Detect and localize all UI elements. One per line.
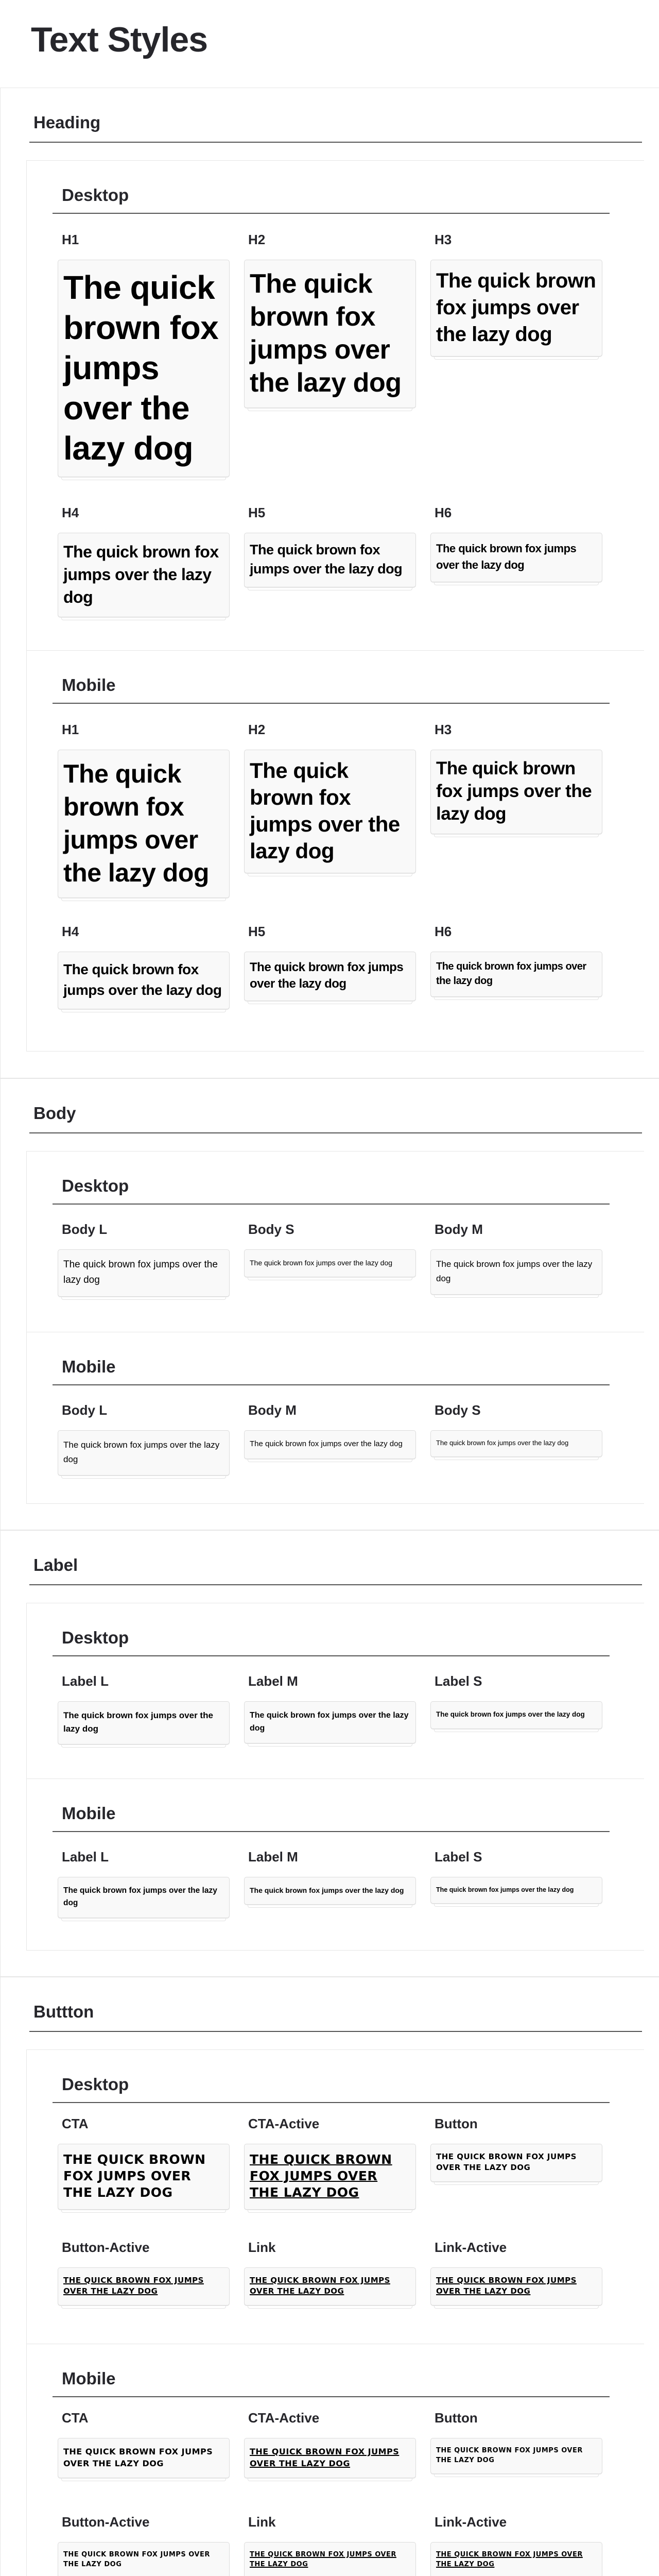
style-body-m [430, 1222, 602, 1295]
sample-card [244, 1877, 416, 1905]
sample-card [58, 750, 230, 898]
sample-card [430, 1877, 602, 1904]
sample-text: THE QUICK BROWN FOX JUMPS OVER THE LAZY DOG [250, 2276, 390, 2296]
sample-card [430, 1430, 602, 1457]
style-label: Label M [248, 1673, 298, 1689]
sample-card [244, 952, 416, 1001]
divider [53, 1204, 610, 1205]
style-cta [58, 2116, 230, 2210]
divider [53, 2396, 610, 2397]
divider [29, 2031, 642, 2032]
style-h1 [58, 722, 230, 898]
sample-text: The quick brown fox jumps over the lazy dog [63, 759, 209, 887]
style-label: Label S [435, 1849, 482, 1865]
style-h4 [58, 924, 230, 1009]
divider [53, 703, 610, 704]
style-label: H5 [248, 924, 266, 939]
sample-card [58, 952, 230, 1009]
sample-text: The quick brown fox jumps over the lazy dog [250, 269, 402, 398]
style-button-active [58, 2514, 230, 2576]
sample-text: The quick brown fox jumps over the lazy dog [63, 1710, 213, 1734]
style-label-l [58, 1673, 230, 1744]
divider [29, 1132, 642, 1133]
style-h2 [244, 722, 416, 873]
sample-text: THE QUICK BROWN FOX JUMPS OVER THE LAZY DOG [63, 2447, 213, 2468]
sample-card [430, 2438, 602, 2474]
label-desktop [27, 1603, 644, 1778]
sample-card [430, 1249, 602, 1295]
style-link-active [430, 2240, 602, 2306]
style-label: CTA [62, 2410, 89, 2426]
style-link-active [430, 2514, 602, 2576]
sample-card [430, 2542, 602, 2576]
style-label: Button-Active [62, 2240, 150, 2255]
sample-text: The quick brown fox jumps over the lazy dog [250, 1259, 393, 1267]
heading-desktop-title: Desktop [62, 185, 129, 205]
body-mobile [27, 1332, 644, 1504]
divider [29, 142, 642, 143]
sample-card [244, 750, 416, 873]
sample-card [244, 1701, 416, 1743]
sample-card [244, 2267, 416, 2306]
sample-card [430, 2267, 602, 2306]
sample-card [58, 2542, 230, 2576]
label-desktop-title: Desktop [62, 1628, 129, 1647]
sample-text: THE QUICK BROWN FOX JUMPS OVER THE LAZY DOG [63, 2152, 206, 2200]
style-label: CTA-Active [248, 2116, 320, 2131]
heading-desktop [27, 161, 644, 650]
sample-text: The quick brown fox jumps over the lazy dog [250, 1439, 403, 1448]
style-button [430, 2116, 602, 2182]
style-link [244, 2514, 416, 2576]
button-desktop-title: Desktop [62, 2075, 129, 2094]
style-h6 [430, 924, 602, 997]
sample-text: The quick brown fox jumps over the lazy dog [436, 1439, 569, 1447]
style-label: Body S [435, 1402, 481, 1418]
button-mobile-title: Mobile [62, 2369, 116, 2388]
sample-text: THE QUICK BROWN FOX JUMPS OVER THE LAZY DOG [63, 2551, 210, 2568]
style-label: Button [435, 2116, 478, 2131]
sample-card [244, 1249, 416, 1277]
divider [53, 1655, 610, 1656]
sample-card [244, 2144, 416, 2210]
sample-card [58, 2144, 230, 2210]
style-label: H6 [435, 924, 452, 939]
sample-text: The quick brown fox jumps over the lazy dog [436, 1886, 574, 1893]
style-label: H3 [435, 232, 452, 247]
sample-card [58, 260, 230, 477]
style-button [430, 2410, 602, 2474]
sample-text: THE QUICK BROWN FOX JUMPS OVER THE LAZY DOG [250, 2447, 400, 2468]
style-label: Label L [62, 1849, 109, 1865]
style-label: Link [248, 2240, 276, 2255]
style-button-active [58, 2240, 230, 2306]
style-label: Label M [248, 1849, 298, 1865]
style-label: Body M [248, 1402, 297, 1418]
style-label: CTA [62, 2116, 89, 2131]
sample-text: The quick brown fox jumps over the lazy dog [436, 542, 577, 571]
style-cta [58, 2410, 230, 2478]
style-h4 [58, 505, 230, 617]
sample-card [430, 533, 602, 582]
sample-text: The quick brown fox jumps over the lazy dog [250, 960, 404, 991]
sample-card [244, 1430, 416, 1459]
label-section-title: Label [33, 1555, 78, 1574]
page-title: Text Styles [31, 20, 208, 59]
style-label: Label S [435, 1673, 482, 1689]
sample-text: The quick brown fox jumps over the lazy dog [436, 269, 596, 346]
sample-card [244, 2438, 416, 2478]
style-cta-active [244, 2410, 416, 2478]
sample-text: The quick brown fox jumps over the lazy dog [63, 1440, 220, 1464]
sample-card [244, 533, 416, 587]
sample-card [244, 260, 416, 408]
label-mobile-title: Mobile [62, 1804, 116, 1823]
sample-card [58, 1430, 230, 1476]
divider [29, 1584, 642, 1585]
style-label-m [244, 1849, 416, 1905]
heading-section-title: Heading [33, 113, 101, 132]
style-body-m [244, 1402, 416, 1459]
style-label: H1 [62, 722, 79, 737]
style-label: Body L [62, 1402, 108, 1418]
button-section-title: Buttton [33, 2002, 94, 2021]
body-panel [26, 1151, 644, 1504]
body-desktop [27, 1151, 644, 1332]
style-label: Body L [62, 1222, 108, 1237]
sample-text: The quick brown fox jumps over the lazy dog [436, 961, 586, 987]
sample-text: The quick brown fox jumps over the lazy dog [436, 1710, 585, 1718]
button-panel [26, 2049, 644, 2576]
sample-text: THE QUICK BROWN FOX JUMPS OVER THE LAZY DOG [436, 2152, 577, 2172]
label-section [0, 1530, 659, 1977]
style-label: Link-Active [435, 2240, 507, 2255]
style-cta-active [244, 2116, 416, 2210]
sample-text: THE QUICK BROWN FOX JUMPS OVER THE LAZY DOG [436, 2551, 583, 2568]
style-label: H4 [62, 505, 79, 520]
heading-panel [26, 160, 644, 1052]
style-h1 [58, 232, 230, 477]
sample-text: The quick brown fox jumps over the lazy dog [63, 1886, 217, 1907]
style-label: H3 [435, 722, 452, 737]
sample-text: The quick brown fox jumps over the lazy dog [63, 1259, 218, 1285]
sample-card [58, 533, 230, 617]
sample-card [58, 2438, 230, 2478]
style-h2 [244, 232, 416, 408]
button-desktop [27, 2050, 644, 2344]
sample-card [430, 2144, 602, 2182]
sample-text: The quick brown fox jumps over the lazy dog [63, 543, 219, 606]
sample-text: THE QUICK BROWN FOX JUMPS OVER THE LAZY DOG [63, 2276, 204, 2296]
heading-section [0, 88, 659, 1078]
label-mobile [27, 1778, 644, 1951]
sample-card [430, 952, 602, 997]
sample-card [58, 1701, 230, 1744]
sample-text: THE QUICK BROWN FOX JUMPS OVER THE LAZY DOG [436, 2447, 583, 2464]
sample-card [430, 1701, 602, 1729]
body-section [0, 1078, 659, 1530]
button-section [0, 1977, 659, 2576]
body-mobile-title: Mobile [62, 1357, 116, 1376]
style-label: H2 [248, 722, 266, 737]
style-label: H2 [248, 232, 266, 247]
style-label-l [58, 1849, 230, 1918]
sample-text: The quick brown fox jumps over the lazy dog [250, 758, 400, 863]
style-label: Link-Active [435, 2514, 507, 2530]
style-label: Link [248, 2514, 276, 2530]
style-body-l [58, 1222, 230, 1297]
style-body-s [430, 1402, 602, 1457]
style-label-m [244, 1673, 416, 1743]
body-desktop-title: Desktop [62, 1176, 129, 1195]
sample-card [58, 1249, 230, 1297]
heading-mobile [27, 650, 644, 1052]
style-label: Body M [435, 1222, 483, 1237]
style-label: Label L [62, 1673, 109, 1689]
style-label-s [430, 1849, 602, 1904]
divider [53, 213, 610, 214]
style-label: H4 [62, 924, 79, 939]
style-h3 [430, 232, 602, 357]
sample-text: THE QUICK BROWN FOX JUMPS OVER THE LAZY DOG [250, 2152, 392, 2200]
style-label: H5 [248, 505, 266, 520]
sample-text: The quick brown fox jumps over the lazy dog [63, 269, 219, 467]
style-link [244, 2240, 416, 2306]
sample-card [244, 2542, 416, 2576]
sample-text: The quick brown fox jumps over the lazy dog [436, 758, 592, 824]
divider [53, 1384, 610, 1385]
style-label: Button [435, 2410, 478, 2426]
divider [53, 2102, 610, 2103]
sample-card [430, 750, 602, 834]
style-label: CTA-Active [248, 2410, 320, 2426]
style-h6 [430, 505, 602, 582]
style-body-s [244, 1222, 416, 1277]
sample-text: The quick brown fox jumps over the lazy dog [63, 961, 222, 998]
body-section-title: Body [33, 1104, 76, 1123]
sample-text: The quick brown fox jumps over the lazy dog [250, 542, 403, 577]
style-label-s [430, 1673, 602, 1729]
style-label: H1 [62, 232, 79, 247]
style-h3 [430, 722, 602, 834]
button-mobile [27, 2344, 644, 2576]
style-body-l [58, 1402, 230, 1476]
label-panel [26, 1603, 644, 1951]
style-label: H6 [435, 505, 452, 520]
sample-text: The quick brown fox jumps over the lazy dog [436, 1259, 593, 1283]
heading-mobile-title: Mobile [62, 675, 116, 694]
style-h5 [244, 505, 416, 587]
style-label: Body S [248, 1222, 294, 1237]
sample-card [430, 260, 602, 357]
sample-text: THE QUICK BROWN FOX JUMPS OVER THE LAZY DOG [250, 2551, 396, 2568]
style-label: Button-Active [62, 2514, 150, 2530]
sample-card [58, 2267, 230, 2306]
sample-card [58, 1877, 230, 1918]
divider [53, 1831, 610, 1832]
sample-text: The quick brown fox jumps over the lazy dog [250, 1711, 409, 1733]
style-h5 [244, 924, 416, 1001]
sample-text: The quick brown fox jumps over the lazy dog [250, 1886, 404, 1894]
sample-text: THE QUICK BROWN FOX JUMPS OVER THE LAZY DOG [436, 2276, 577, 2296]
